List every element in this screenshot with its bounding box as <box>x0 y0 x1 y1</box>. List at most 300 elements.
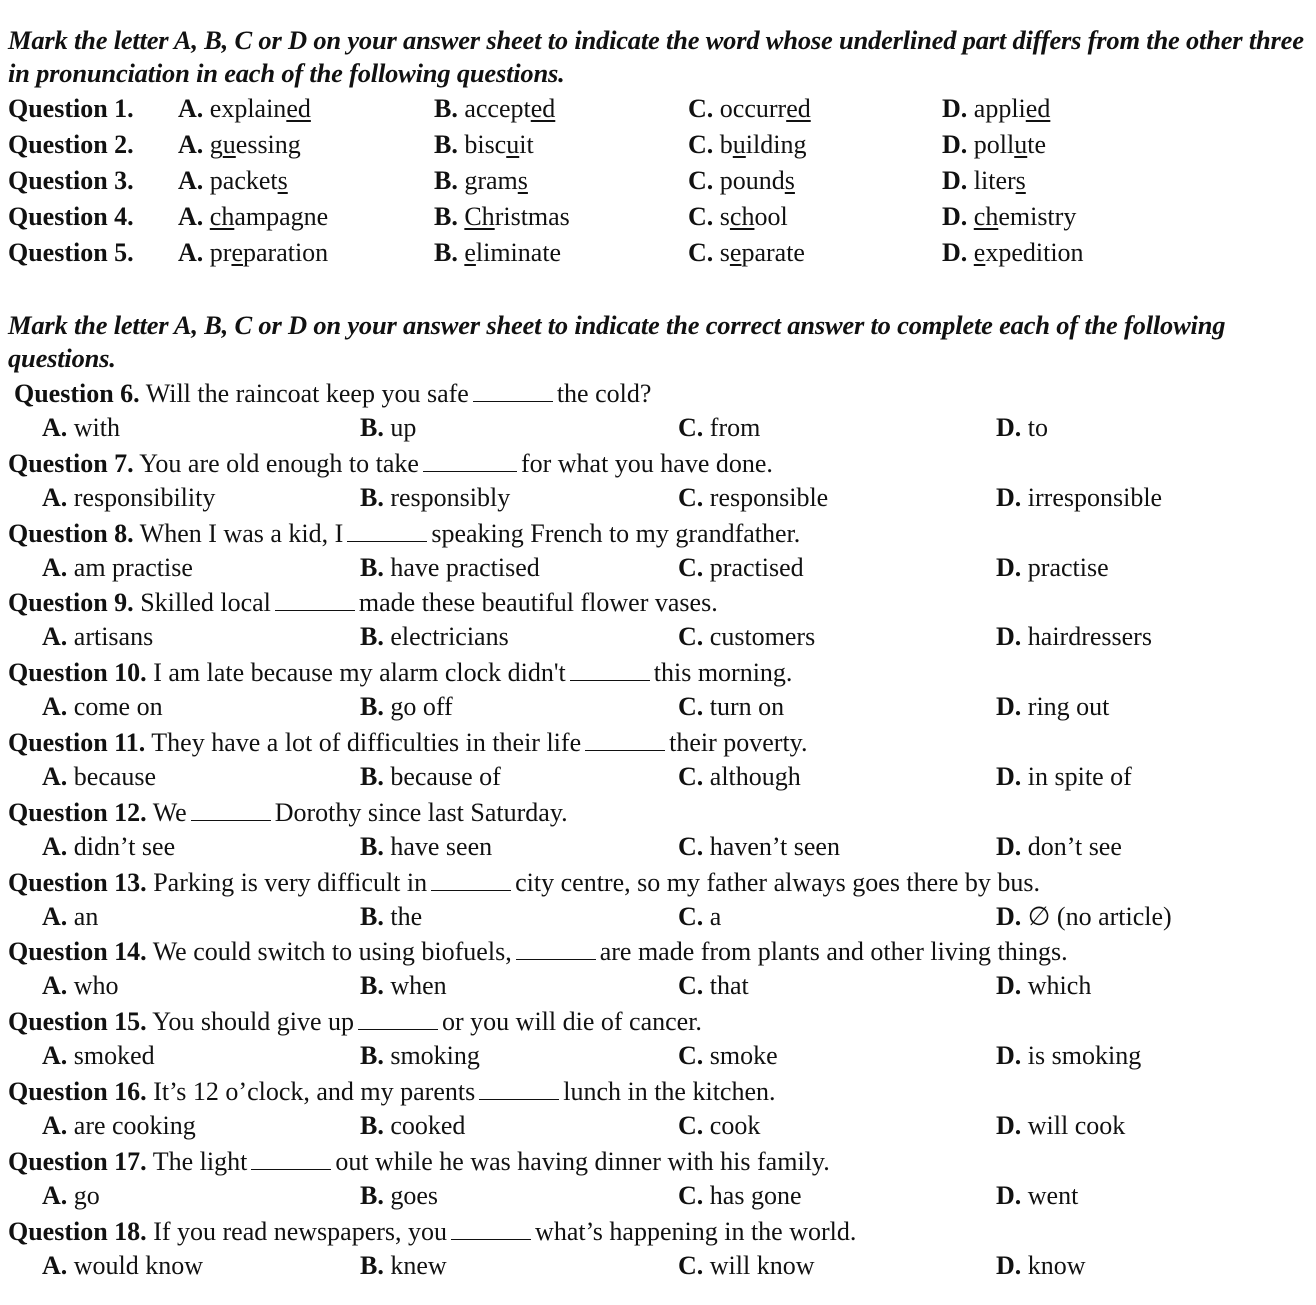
answer-blank <box>451 1217 531 1240</box>
answer-option[interactable] <box>678 481 828 515</box>
question-text-after: Dorothy since last Saturday. <box>274 797 568 827</box>
answer-option[interactable] <box>42 760 156 794</box>
option-letter: A. <box>42 762 68 791</box>
option-text: haven’t seen <box>709 831 840 861</box>
question-text-after: or you will die of cancer. <box>442 1007 702 1037</box>
answer-option[interactable] <box>178 236 328 270</box>
answer-option[interactable] <box>434 200 570 234</box>
option-letter: A. <box>178 94 204 123</box>
option-text: who <box>73 971 119 1001</box>
option-letter: C. <box>678 552 704 582</box>
option-letter: D. <box>996 413 1022 442</box>
answer-option[interactable] <box>360 551 540 585</box>
option-text: go off <box>390 692 453 722</box>
option-text: practise <box>1027 552 1109 582</box>
question-text-after: out while he was having dinner with his family. <box>335 1146 830 1176</box>
option-letter: D. <box>942 238 968 267</box>
answer-option[interactable] <box>42 551 193 585</box>
answer-option[interactable] <box>688 236 805 270</box>
answer-option[interactable] <box>678 969 749 1003</box>
word-prefix: explain <box>209 94 287 123</box>
option-letter: B. <box>360 1180 384 1210</box>
answer-option[interactable] <box>42 900 98 934</box>
option-letter: A. <box>42 901 68 931</box>
answer-blank <box>473 379 553 402</box>
option-letter: B. <box>360 692 384 722</box>
word-suffix: ilding <box>745 130 807 159</box>
question-text-after: what’s happening in the world. <box>535 1216 857 1246</box>
word-prefix: appli <box>973 94 1026 123</box>
section1-instruction: Mark the letter A, B, C or D on your answer sheet to indicate the word whose underlined part differs from the other three in pronunciation in each of the following questions. <box>8 25 1304 88</box>
answer-blank <box>570 658 650 681</box>
option-letter: B. <box>434 130 458 159</box>
underlined-part: ed <box>530 94 556 123</box>
option-text: is smoking <box>1027 1041 1142 1071</box>
word-prefix: s <box>719 238 730 267</box>
option-letter: D. <box>996 1180 1022 1210</box>
option-letter: B. <box>360 552 384 582</box>
word-prefix: gram <box>464 166 518 195</box>
option-letter: A. <box>42 552 68 582</box>
answer-option[interactable] <box>360 1109 465 1143</box>
answer-blank <box>191 798 271 821</box>
answer-option[interactable] <box>996 760 1132 794</box>
word-suffix: essing <box>235 130 301 159</box>
answer-option[interactable] <box>178 200 328 234</box>
option-text: responsibility <box>73 482 216 512</box>
option-text: know <box>1027 1250 1086 1280</box>
question-text-before: I am late because my alarm clock didn't <box>153 658 566 688</box>
word-prefix: b <box>719 130 733 159</box>
answer-option[interactable] <box>42 620 153 654</box>
answer-option[interactable] <box>42 481 215 515</box>
answer-blank <box>431 868 511 891</box>
option-text: that <box>709 971 749 1001</box>
option-letter: D. <box>996 762 1022 791</box>
word-suffix: parate <box>741 238 805 267</box>
option-letter: B. <box>360 762 384 791</box>
question-text-before: When I was a kid, I <box>139 518 344 548</box>
question-text-after: city centre, so my father always goes there by bus. <box>515 867 1041 897</box>
option-text: practised <box>709 552 804 582</box>
answer-blank <box>479 1077 559 1100</box>
option-text: an <box>73 901 99 931</box>
question-label: Question 17. <box>8 1146 147 1176</box>
question-label: Question 7. <box>8 448 134 478</box>
option-text: have practised <box>390 552 540 582</box>
underlined-part: ed <box>1025 94 1051 123</box>
question-text-after: speaking French to my grandfather. <box>431 518 801 548</box>
answer-blank <box>275 588 355 611</box>
option-text: are cooking <box>73 1111 196 1140</box>
option-letter: C. <box>678 831 704 861</box>
option-letter: C. <box>688 166 714 195</box>
option-text: went <box>1027 1180 1079 1210</box>
option-letter: D. <box>996 1250 1022 1280</box>
word-suffix: it <box>519 130 534 159</box>
answer-option[interactable] <box>678 1039 778 1073</box>
question-text-after: made these beautiful flower vases. <box>358 588 718 618</box>
option-letter: D. <box>942 202 968 231</box>
option-letter: C. <box>678 901 704 931</box>
option-text: ring out <box>1027 692 1110 722</box>
option-letter: D. <box>996 831 1022 861</box>
option-text: turn on <box>709 692 785 722</box>
option-letter: B. <box>360 1041 384 1071</box>
answer-option[interactable] <box>360 969 447 1003</box>
question-text-before: The light <box>152 1146 248 1176</box>
option-letter: C. <box>678 482 704 512</box>
question-text-after: lunch in the kitchen. <box>563 1077 776 1106</box>
option-text: in spite of <box>1027 762 1132 791</box>
answer-option[interactable] <box>996 481 1162 515</box>
question-label: Question 10. <box>8 658 147 688</box>
word-suffix: te <box>1027 130 1046 159</box>
question-label: Question 11. <box>8 728 146 757</box>
word-prefix: s <box>719 202 730 231</box>
option-letter: A. <box>42 413 68 442</box>
answer-option[interactable] <box>996 1109 1125 1143</box>
option-text: smoke <box>709 1041 778 1071</box>
answer-option[interactable] <box>434 164 528 198</box>
question-text-after: this morning. <box>653 658 793 688</box>
option-letter: D. <box>996 482 1022 512</box>
option-letter: B. <box>360 1111 384 1140</box>
option-letter: D. <box>942 166 968 195</box>
question-text-before: You should give up <box>152 1007 355 1037</box>
option-letter: A. <box>42 622 68 652</box>
underlined-part: u <box>222 130 236 159</box>
option-letter: A. <box>178 130 204 159</box>
option-text: would know <box>73 1250 204 1280</box>
answer-blank <box>585 728 665 751</box>
option-letter: B. <box>360 831 384 861</box>
question-text-before: Will the raincoat keep you safe <box>145 379 469 408</box>
answer-option[interactable] <box>360 1039 480 1073</box>
underlined-part: ed <box>286 94 311 123</box>
option-text: because <box>73 762 157 791</box>
option-letter: B. <box>360 971 384 1001</box>
underlined-part: u <box>506 130 520 159</box>
question-text-before: Skilled local <box>140 588 271 618</box>
answer-option[interactable] <box>678 830 840 864</box>
answer-option[interactable] <box>678 760 801 794</box>
underlined-part: e <box>231 238 243 267</box>
answer-option[interactable] <box>678 620 815 654</box>
answer-option[interactable] <box>688 164 795 198</box>
option-text: has gone <box>709 1180 802 1210</box>
answer-option[interactable] <box>42 1179 100 1213</box>
answer-option[interactable] <box>996 830 1122 864</box>
option-text: have seen <box>390 831 493 861</box>
option-letter: D. <box>942 130 968 159</box>
answer-option[interactable] <box>942 92 1050 126</box>
question-label: Question 9. <box>8 588 134 618</box>
answer-option[interactable] <box>434 128 534 162</box>
underlined-part: e <box>729 238 742 267</box>
option-text: irresponsible <box>1027 482 1163 512</box>
answer-option[interactable] <box>360 620 509 654</box>
option-text: with <box>73 413 121 442</box>
answer-option[interactable] <box>360 760 501 794</box>
option-letter: C. <box>678 1250 704 1280</box>
option-letter: C. <box>678 1041 704 1071</box>
option-text: knew <box>390 1250 447 1280</box>
option-text: smoking <box>390 1041 480 1071</box>
question-label: Question 13. <box>8 867 147 897</box>
answer-option[interactable] <box>360 1179 438 1213</box>
underlined-part: u <box>1014 130 1028 159</box>
underlined-part: u <box>732 130 746 159</box>
answer-option[interactable] <box>996 551 1109 585</box>
option-text: goes <box>390 1180 439 1210</box>
option-letter: A. <box>42 1111 68 1140</box>
answer-option[interactable] <box>996 969 1091 1003</box>
option-letter: C. <box>688 94 714 123</box>
word-prefix: liter <box>973 166 1016 195</box>
question-text-before: They have a lot of difficulties in their life <box>151 728 582 757</box>
option-letter: B. <box>360 482 384 512</box>
option-text: when <box>390 971 447 1001</box>
question-label: Question 15. <box>8 1007 147 1037</box>
option-text: am practise <box>73 552 193 582</box>
option-letter: D. <box>942 94 968 123</box>
option-text: although <box>709 762 801 791</box>
option-text: go <box>73 1180 100 1210</box>
underlined-part: e <box>973 238 986 267</box>
answer-option[interactable] <box>688 200 788 234</box>
answer-option[interactable] <box>678 551 804 585</box>
option-text: customers <box>709 622 816 652</box>
answer-option[interactable] <box>678 690 784 724</box>
question-text-before: We <box>152 797 187 827</box>
underlined-part: s <box>277 166 288 195</box>
word-prefix: bisc <box>464 130 507 159</box>
answer-option[interactable] <box>360 481 510 515</box>
option-text: will cook <box>1027 1111 1126 1140</box>
answer-option[interactable] <box>42 1249 203 1283</box>
option-text: up <box>390 413 417 442</box>
underlined-part: ed <box>786 94 811 123</box>
option-letter: A. <box>42 1041 68 1071</box>
word-prefix: packet <box>209 166 278 195</box>
answer-option[interactable] <box>42 690 163 724</box>
option-letter: A. <box>178 166 204 195</box>
answer-blank <box>516 937 596 960</box>
answer-option[interactable] <box>996 690 1109 724</box>
question-label: Question 5. <box>8 238 134 267</box>
answer-option[interactable] <box>678 411 760 445</box>
option-letter: D. <box>996 1111 1022 1140</box>
answer-option[interactable] <box>434 236 561 270</box>
answer-option[interactable] <box>996 1249 1086 1283</box>
answer-option[interactable] <box>678 1249 815 1283</box>
word-suffix: ristmas <box>494 202 570 231</box>
option-letter: A. <box>42 1180 68 1210</box>
option-letter: B. <box>360 1250 384 1280</box>
question-text-after: are made from plants and other living things. <box>599 937 1068 967</box>
option-text: to <box>1027 413 1049 442</box>
option-letter: B. <box>434 202 458 231</box>
option-letter: B. <box>360 413 384 442</box>
question-text-before: We could switch to using biofuels, <box>152 937 512 967</box>
underlined-part: s <box>517 166 528 195</box>
option-letter: B. <box>360 901 384 931</box>
answer-option[interactable] <box>942 236 1084 270</box>
option-letter: D. <box>996 901 1022 931</box>
option-text: which <box>1027 971 1092 1001</box>
answer-blank <box>358 1007 438 1030</box>
option-text: ∅ (no article) <box>1027 901 1172 931</box>
answer-option[interactable] <box>996 1179 1078 1213</box>
question-text-before: Parking is very difficult in <box>153 867 428 897</box>
question-label: Question 8. <box>8 518 134 548</box>
option-text: artisans <box>73 622 154 652</box>
option-text: smoked <box>73 1041 155 1071</box>
question-label: Question 16. <box>8 1077 147 1106</box>
option-letter: A. <box>178 202 204 231</box>
answer-option[interactable] <box>360 1249 447 1283</box>
option-letter: B. <box>434 166 458 195</box>
option-letter: C. <box>688 238 714 267</box>
answer-option[interactable] <box>360 411 416 445</box>
word-prefix: pound <box>719 166 785 195</box>
answer-option[interactable] <box>360 690 453 724</box>
answer-blank <box>423 449 517 472</box>
underlined-part: Ch <box>464 202 495 231</box>
answer-option[interactable] <box>42 411 120 445</box>
option-letter: A. <box>42 831 68 861</box>
word-prefix: g <box>209 130 223 159</box>
question-label: Question 14. <box>8 937 147 967</box>
question-label: Question 12. <box>8 797 147 827</box>
question-text-after: the cold? <box>556 379 652 408</box>
option-text: cooked <box>390 1111 466 1140</box>
question-text-after: for what you have done. <box>520 448 773 478</box>
option-letter: C. <box>678 413 704 442</box>
answer-option[interactable] <box>688 92 811 126</box>
answer-option[interactable] <box>678 900 721 934</box>
option-letter: C. <box>678 971 704 1001</box>
option-letter: D. <box>996 622 1022 652</box>
question-text-before: You are old enough to take <box>139 448 419 478</box>
option-letter: D. <box>996 692 1022 722</box>
word-suffix: xpedition <box>985 238 1084 267</box>
option-text: a <box>709 901 722 931</box>
option-letter: A. <box>42 1250 68 1280</box>
option-letter: D. <box>996 971 1022 1001</box>
answer-option[interactable] <box>996 900 1172 934</box>
answer-option[interactable] <box>678 1109 760 1143</box>
answer-option[interactable] <box>942 164 1026 198</box>
answer-option[interactable] <box>178 128 301 162</box>
answer-option[interactable] <box>360 830 492 864</box>
option-text: come on <box>73 692 163 722</box>
section2-instruction: Mark the letter A, B, C or D on your answer sheet to indicate the correct answer to complete each of the following questions. <box>8 310 1226 373</box>
option-text: don’t see <box>1027 831 1122 861</box>
option-letter: A. <box>178 238 204 267</box>
answer-option[interactable] <box>678 1179 801 1213</box>
question-label: Question 6. <box>14 379 140 408</box>
option-letter: B. <box>434 94 458 123</box>
answer-option[interactable] <box>996 620 1152 654</box>
underlined-part: ch <box>209 202 235 231</box>
answer-option[interactable] <box>42 969 119 1003</box>
word-suffix: ool <box>754 202 788 231</box>
answer-option[interactable] <box>42 830 175 864</box>
question-label: Question 2. <box>8 130 134 159</box>
answer-blank <box>251 1147 331 1170</box>
underlined-part: s <box>784 166 795 195</box>
answer-option[interactable] <box>996 1039 1141 1073</box>
question-text-before: If you read newspapers, you <box>153 1216 448 1246</box>
word-prefix: occurr <box>719 94 787 123</box>
question-text-after: their poverty. <box>669 728 808 757</box>
option-text: because of <box>390 762 501 791</box>
option-letter: A. <box>42 692 68 722</box>
option-text: the <box>390 901 423 931</box>
underlined-part: ch <box>973 202 999 231</box>
option-letter: B. <box>360 622 384 652</box>
word-suffix: emistry <box>998 202 1077 231</box>
option-text: responsibly <box>390 482 511 512</box>
question-label: Question 18. <box>8 1216 147 1246</box>
answer-option[interactable] <box>688 128 806 162</box>
underlined-part: ch <box>729 202 755 231</box>
option-letter: B. <box>434 238 458 267</box>
answer-option[interactable] <box>178 164 288 198</box>
option-text: didn’t see <box>73 831 176 861</box>
option-letter: A. <box>42 482 68 512</box>
option-letter: D. <box>996 1041 1022 1071</box>
word-prefix: accept <box>464 94 531 123</box>
option-letter: C. <box>678 622 704 652</box>
option-letter: C. <box>688 130 714 159</box>
option-text: from <box>709 413 761 442</box>
answer-option[interactable] <box>42 1039 155 1073</box>
option-text: cook <box>709 1111 761 1140</box>
option-letter: C. <box>678 762 704 791</box>
answer-option[interactable] <box>360 900 422 934</box>
option-text: electricians <box>390 622 509 652</box>
answer-option[interactable] <box>42 1109 196 1143</box>
option-letter: C. <box>678 1111 704 1140</box>
word-prefix: poll <box>973 130 1015 159</box>
underlined-part: s <box>1015 166 1026 195</box>
option-letter: C. <box>678 692 704 722</box>
question-label: Question 1. <box>8 94 134 123</box>
question-label: Question 3. <box>8 166 134 195</box>
option-text: responsible <box>709 482 829 512</box>
answer-option[interactable] <box>434 92 555 126</box>
answer-option[interactable] <box>942 200 1076 234</box>
option-text: hairdressers <box>1027 622 1152 652</box>
word-suffix: paration <box>243 238 329 267</box>
answer-option[interactable] <box>178 92 311 126</box>
option-text: will know <box>709 1250 815 1280</box>
underlined-part: e <box>464 238 476 267</box>
word-suffix: ampagne <box>234 202 329 231</box>
option-letter: D. <box>996 552 1022 582</box>
answer-blank <box>347 519 427 542</box>
option-letter: C. <box>678 1180 704 1210</box>
word-suffix: liminate <box>475 238 562 267</box>
question-label: Question 4. <box>8 202 134 231</box>
answer-option[interactable] <box>996 411 1048 445</box>
option-letter: C. <box>688 202 714 231</box>
answer-option[interactable] <box>942 128 1046 162</box>
word-prefix: pr <box>209 238 232 267</box>
